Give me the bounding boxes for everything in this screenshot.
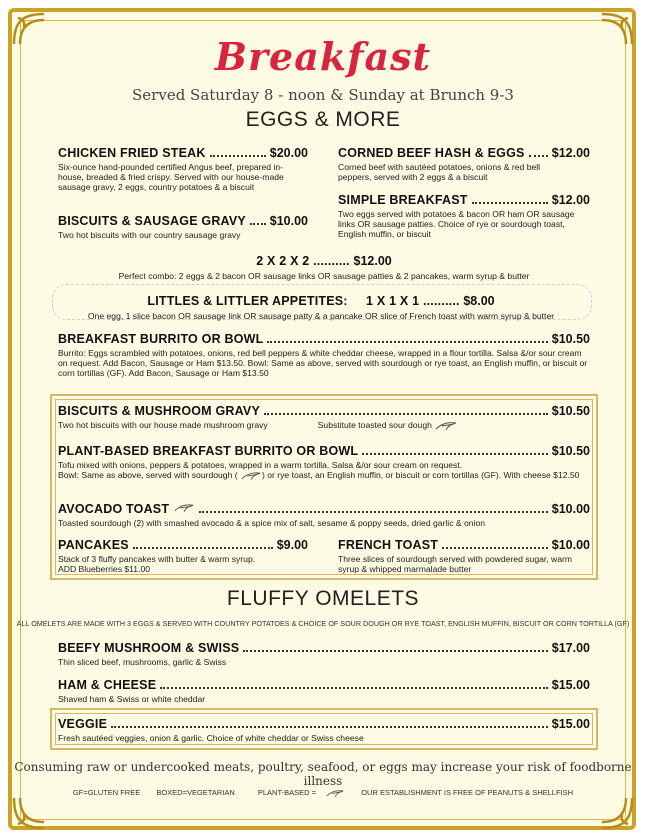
menu-subtitle: Served Saturday 8 - noon & Sunday at Brunch 9-3: [132, 86, 514, 104]
menu-item-littles: LITTLES & LITTLER APPETITES: 1 X 1 X 1 .......... $8.00 One egg, 1 slice bacon OR sausage link OR sausage patty & a pancake OR slice of French toast with warm syrup & butter: [58, 290, 584, 321]
item-name: PANCAKES: [58, 538, 129, 552]
item-description: Two hot biscuits with our country sausage gravy: [58, 230, 241, 240]
menu-item-beefy-mushroom-swiss: [58, 641, 590, 667]
menu-item-plant-based-burrito: [58, 444, 590, 481]
item-description: Thin sliced beef, mushrooms, garlic & Swiss: [58, 657, 227, 667]
menu-item-ham-cheese: [58, 678, 590, 704]
item-description: Stack of 3 fluffy pancakes with butter & warm syrup.: [58, 554, 256, 564]
menu-item-corned-beef: [338, 146, 590, 182]
item-price: $10.50: [551, 332, 590, 346]
item-name-2: 1 X 1 X 1: [366, 294, 420, 308]
menu-item-avocado-toast: [58, 502, 590, 528]
menu-item-biscuits-mushroom-gravy: [58, 404, 590, 431]
legend-allergy: OUR ESTABLISHMENT IS FREE OF PEANUTS & SHELLFISH: [361, 788, 574, 797]
item-description: Burrito: Eggs scrambled with potatoes, onions, red bell peppers & white cheddar cheese, wrapped in a flour tortilla. Salsa &/or sour cream on request. Add Bacon, Sausage or Ham $13.50. Bowl: Same as above, served with sourdough or rye toast, an English muffin, or biscuit or corn tortillas (GF). Add Bacon, Sausage or Ham $13.50: [58, 348, 588, 378]
item-price: $15.00: [551, 678, 590, 692]
item-name: CHICKEN FRIED STEAK: [58, 146, 206, 160]
item-price: $20.00: [269, 146, 308, 160]
menu-title: Breakfast: [214, 34, 432, 79]
menu-item-2x2x2: 2 X 2 X 2 .......... $12.00 Perfect combo: 2 eggs & 2 bacon OR sausage links OR sausage patties & 2 pancakes, warm syrup & butter: [58, 250, 590, 281]
item-name: PLANT-BASED BREAKFAST BURRITO OR BOWL: [58, 444, 359, 458]
item-price: $10.50: [551, 404, 590, 418]
flourish-icon: [12, 796, 46, 830]
legend-vegetarian: BOXED=VEGETARIAN: [156, 788, 235, 797]
item-name: BEEFY MUSHROOM & SWISS: [58, 641, 240, 655]
item-addon: ADD Blueberries $11.00: [58, 564, 151, 574]
item-price: $9.00: [276, 538, 308, 552]
item-price: $17.00: [551, 641, 590, 655]
menu-item-chicken-fried-steak: [58, 146, 308, 192]
item-price: $10.00: [551, 502, 590, 516]
legend-plant-based: PLANT-BASED =: [251, 788, 345, 797]
item-name: CORNED BEEF HASH & EGGS: [338, 146, 525, 160]
item-price: $12.00: [551, 193, 590, 207]
item-name: BISCUITS & SAUSAGE GRAVY: [58, 214, 246, 228]
item-description: Tofu mixed with onions, peppers & potatoes, wrapped in a warm tortilla. Salsa &/or sour cream on request. Bowl: Same as above, served with sourdough ( ) or rye toast, an English muffin, or biscuit or corn tortillas (GF). With cheese $12.50: [58, 460, 580, 480]
section-title-omelets: FLUFFY OMELETS: [226, 587, 420, 610]
menu-item-breakfast-burrito: [58, 332, 590, 378]
menu-item-french-toast: [338, 538, 590, 574]
foodborne-warning: Consuming raw or undercooked meats, poultry, seafood, or eggs may increase your risk of foodborne illness: [14, 760, 632, 788]
leaf-icon: [173, 503, 195, 513]
item-name: HAM & CHEESE: [58, 678, 157, 692]
item-description: One egg, 1 slice bacon OR sausage link OR sausage patty & a pancake OR slice of French toast with warm syrup & butter: [87, 311, 555, 321]
leaf-icon: [240, 471, 262, 481]
legend: [0, 788, 646, 798]
flourish-icon: [600, 796, 634, 830]
item-price: $8.00: [463, 294, 495, 308]
item-description: Perfect combo: 2 eggs & 2 bacon OR sausage links OR sausage patties & 2 pancakes, warm syrup & butter: [118, 271, 530, 281]
menu-item-pancakes: [58, 538, 308, 574]
item-description: Two hot biscuits with our house made mushroom gravy Substitute toasted sour dough: [58, 420, 590, 431]
item-name: FRENCH TOAST: [338, 538, 439, 552]
item-price: $10.50: [551, 444, 590, 458]
item-description: Three slices of sourdough served with powdered sugar, warm syrup & whipped marmalade butter: [338, 554, 573, 574]
item-price: $10.00: [269, 214, 308, 228]
item-description: Corned beef with sautéed potatoes, onions & red bell peppers, served with 2 eggs & a biscuit: [338, 162, 541, 182]
item-name: VEGGIE: [58, 717, 108, 731]
leaf-icon: [434, 421, 458, 431]
omelet-note: ALL OMELETS ARE MADE WITH 3 EGGS & SERVED WITH COUNTRY POTATOES & CHOICE OF SOUR DOUGH OR RYE TOAST, ENGLISH MUFFIN, BISCUIT OR CORN TORTILLA (GF): [16, 619, 630, 628]
item-name: 2 X 2 X 2: [256, 254, 310, 268]
item-description: Toasted sourdough (2) with smashed avocado & a spice mix of salt, sesame & poppy seeds, dried garlic & onion: [58, 518, 486, 528]
item-description: Six-ounce hand-pounded certified Angus beef, prepared in-house, breaded & fried crispy. Served with our house-made sausage gravy, 2 eggs, country potatoes & a biscuit: [58, 162, 284, 192]
item-price: $10.00: [551, 538, 590, 552]
item-name: BREAKFAST BURRITO OR BOWL: [58, 332, 264, 346]
item-description: Shaved ham & Swiss or white cheddar: [58, 694, 206, 704]
item-price: $12.00: [353, 254, 392, 268]
item-name: BISCUITS & MUSHROOM GRAVY: [58, 404, 260, 418]
item-name: AVOCADO TOAST: [58, 502, 170, 516]
item-name: SIMPLE BREAKFAST: [338, 193, 468, 207]
item-price: $12.00: [551, 146, 590, 160]
menu-item-veggie: [58, 717, 590, 743]
menu-item-biscuits-sausage-gravy: [58, 214, 308, 240]
item-name: LITTLES & LITTLER APPETITES:: [147, 294, 348, 308]
item-price: $15.00: [551, 717, 590, 731]
item-description: Fresh sautéed veggies, onion & garlic. Choice of white cheddar or Swiss cheese: [58, 733, 364, 743]
item-description: Two eggs served with potatoes & bacon OR ham OR sausage links OR sausage patties. Choice of rye or sourdough toast, English muffin, or biscuit: [338, 209, 575, 239]
section-title-eggs: EGGS & MORE: [245, 108, 401, 131]
leaf-icon: [325, 789, 345, 798]
menu-item-simple-breakfast: [338, 193, 590, 239]
legend-gluten-free: GF=GLUTEN FREE: [72, 788, 141, 797]
